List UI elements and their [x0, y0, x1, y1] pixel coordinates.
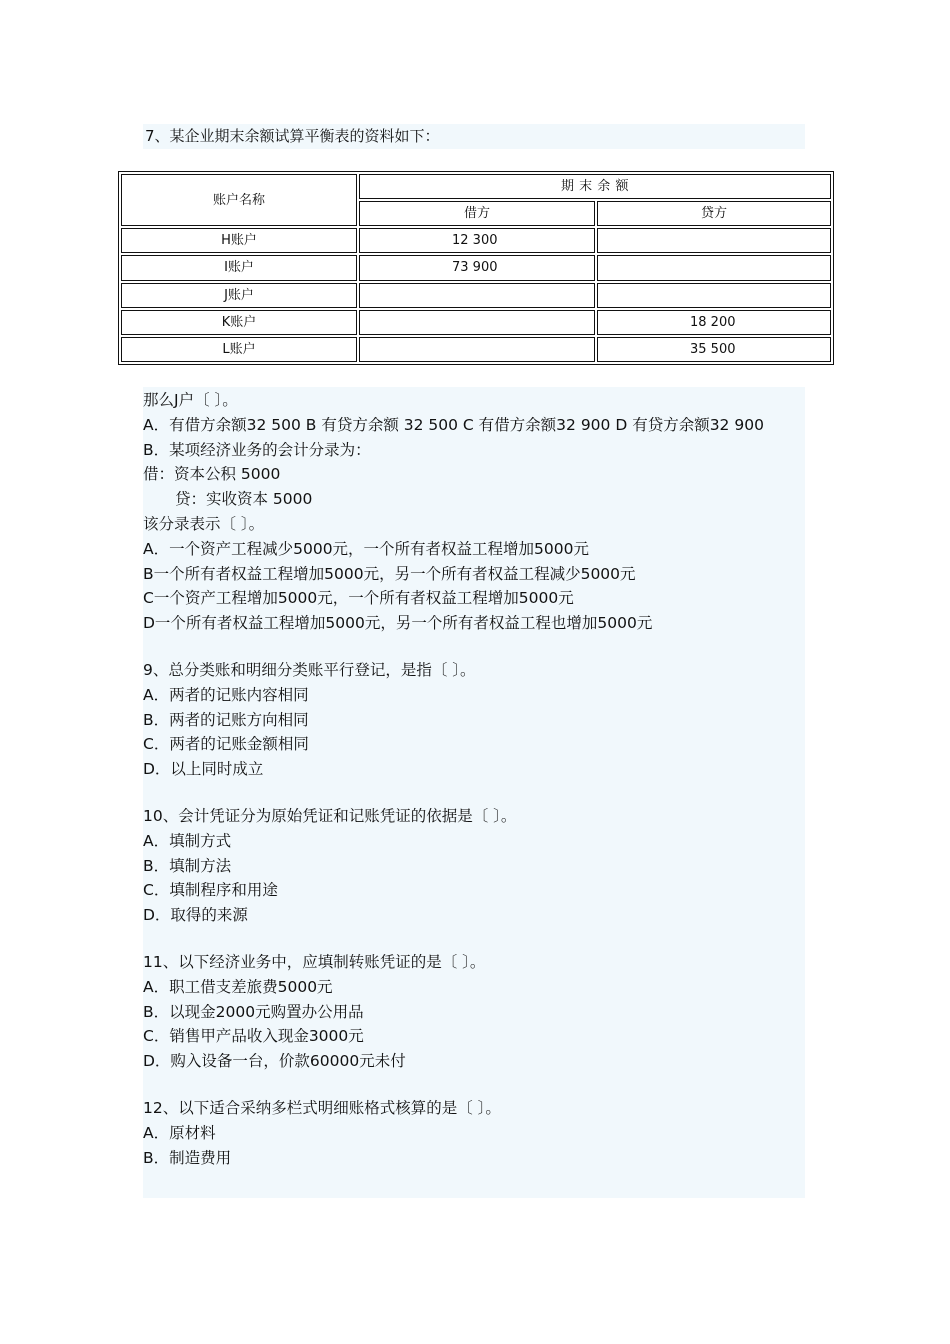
question-8-ask: 该分录表示〔 〕。 — [143, 514, 265, 533]
spacer — [143, 636, 805, 658]
table-row — [121, 228, 831, 253]
option-b: B．制造费用 — [143, 1148, 232, 1167]
question-11-stem: 11、以下经济业务中，应填制转账凭证的是〔 〕。 — [143, 952, 486, 971]
journal-debit-line: 借：资本公积 5000 — [143, 465, 281, 484]
option-c: C．两者的记账金额相同 — [143, 735, 309, 754]
option-d: D．取得的来源 — [143, 906, 248, 925]
question-8-stem: B．某项经济业务的会计分录为： — [143, 440, 371, 459]
table-row — [121, 337, 831, 362]
question-10-stem: 10、会计凭证分为原始凭证和记账凭证的依据是〔 〕。 — [143, 806, 517, 825]
table-row — [121, 283, 831, 308]
credit-cell — [597, 255, 831, 280]
account-cell: I账户 — [121, 255, 357, 280]
debit-cell: 73 900 — [359, 255, 595, 280]
debit-cell: 12 300 — [359, 228, 595, 253]
question-7-stem: 那么J户〔 〕。 — [143, 391, 238, 409]
table-row — [121, 255, 831, 280]
debit-cell — [359, 337, 595, 362]
option-a: A．原材料 — [143, 1123, 216, 1142]
credit-cell: 35 500 — [597, 337, 831, 362]
option-c: C．销售甲产品收入现金3000元 — [143, 1027, 364, 1046]
option-b: B．填制方法 — [143, 856, 232, 875]
option-b: B．以现金2000元购置办公用品 — [143, 1002, 364, 1021]
credit-cell — [597, 228, 831, 253]
option-b: B一个所有者权益工程增加5000元，另一个所有者权益工程减少5000元 — [143, 564, 636, 583]
header-account-name: 账户名称 — [121, 174, 357, 226]
option-d: D．购入设备一台，价款60000元未付 — [143, 1052, 406, 1071]
spacer — [143, 782, 805, 804]
account-cell: H账户 — [121, 228, 357, 253]
header-period-balance: 期 末 余 额 — [359, 174, 831, 199]
question-7-options: A．有借方余额32 500 B 有贷方余额 32 500 C 有借方余额32 900 D 有贷方余额32 900 — [143, 415, 764, 434]
credit-cell — [597, 283, 831, 308]
journal-credit-line: 贷：实收资本 5000 — [175, 490, 313, 509]
option-c: C．填制程序和用途 — [143, 881, 278, 900]
option-c: C一个资产工程增加5000元，一个所有者权益工程增加5000元 — [143, 589, 574, 608]
option-a: A．两者的记账内容相同 — [143, 685, 309, 704]
header-credit: 贷方 — [597, 201, 831, 226]
header-debit: 借方 — [359, 201, 595, 226]
question-content — [143, 387, 805, 1198]
question-7-title: 7、某企业期末余额试算平衡表的资料如下： — [143, 124, 805, 149]
debit-cell — [359, 283, 595, 308]
question-9-stem: 9、总分类账和明细分类账平行登记，是指〔 〕。 — [143, 660, 476, 679]
option-b: B．两者的记账方向相同 — [143, 710, 309, 729]
option-a: A．填制方式 — [143, 831, 232, 850]
debit-cell — [359, 310, 595, 335]
option-a: A．职工借支差旅费5000元 — [143, 977, 333, 996]
question-12-stem: 12、以下适合采纳多栏式明细账格式核算的是〔 〕。 — [143, 1098, 501, 1117]
option-a: A．一个资产工程减少5000元，一个所有者权益工程增加5000元 — [143, 539, 589, 558]
table-row — [121, 310, 831, 335]
account-cell: L账户 — [121, 337, 357, 362]
credit-cell: 18 200 — [597, 310, 831, 335]
account-cell: K账户 — [121, 310, 357, 335]
spacer — [143, 1074, 805, 1096]
option-d: D．以上同时成立 — [143, 760, 264, 779]
option-d: D一个所有者权益工程增加5000元，另一个所有者权益工程也增加5000元 — [143, 614, 653, 633]
trial-balance-table — [118, 171, 834, 365]
spacer — [143, 928, 805, 950]
account-cell: J账户 — [121, 283, 357, 308]
